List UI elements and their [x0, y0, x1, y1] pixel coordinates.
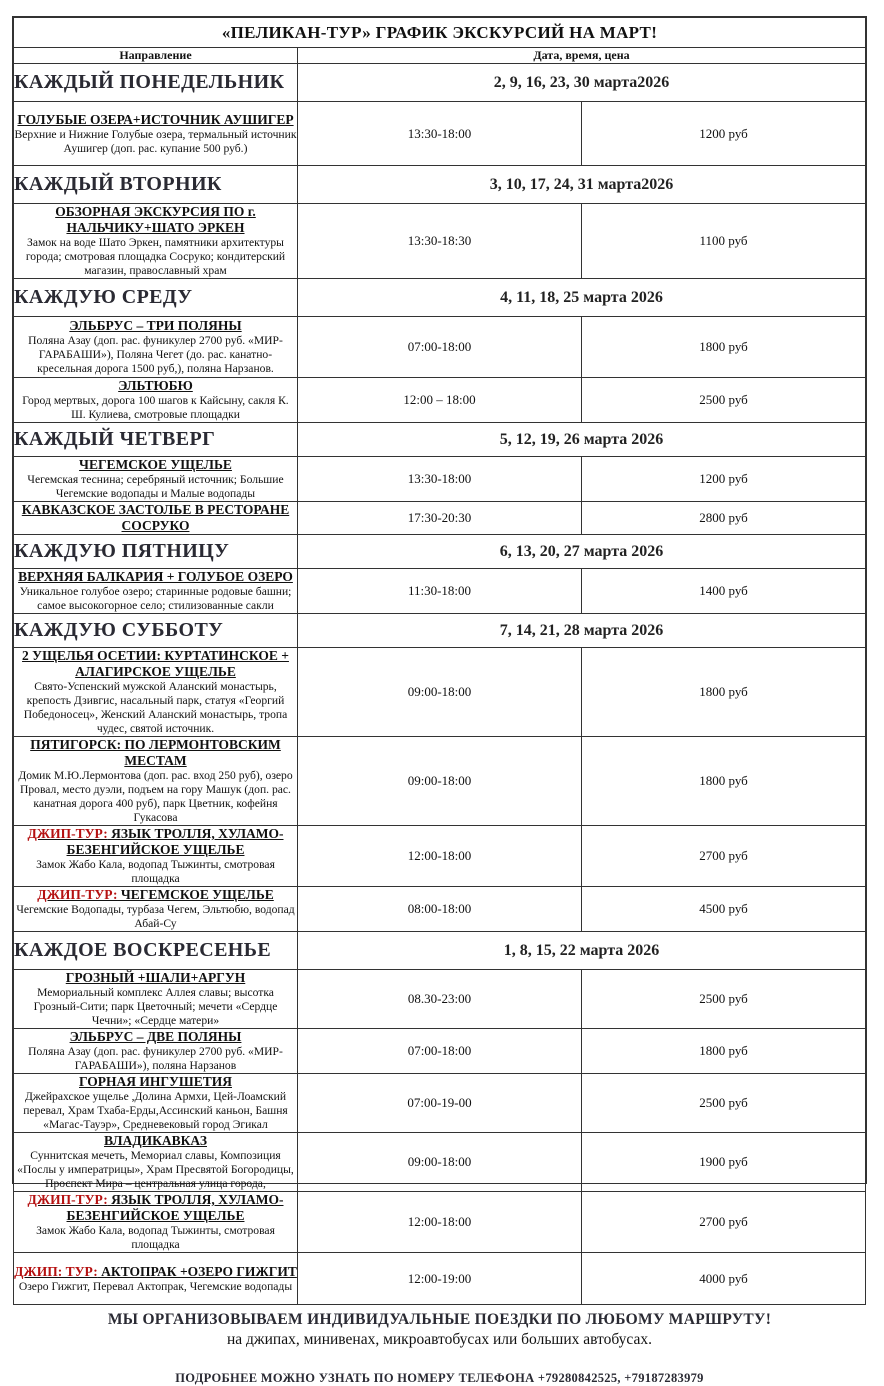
day-dates: 4, 11, 18, 25 марта 2026	[298, 279, 866, 317]
day-row	[14, 64, 866, 102]
tour-description: Чегемская теснина; серебряный источник; Большие Чегемские водопады и Малые водопады	[27, 473, 284, 500]
tour-title	[14, 502, 297, 534]
tour-title	[14, 1074, 297, 1090]
jeep-tour-label: ДЖИП-ТУР:	[27, 826, 108, 841]
tour-title	[14, 1029, 297, 1045]
day-label: КАЖДУЮ ПЯТНИЦУ	[14, 535, 298, 569]
day-dates: 1, 8, 15, 22 марта 2026	[298, 932, 866, 970]
tour-time: 07:00-19-00	[298, 1074, 582, 1133]
tour-description: Мемориальный комплекс Аллея славы; высотка Грозный-Сити; парк Цветочный; мечети «Сердце Чечни»; «Сердце матери»	[33, 986, 278, 1027]
tour-title-text: ЯЗЫК ТРОЛЛЯ, ХУЛАМО-БЕЗЕНГИЙСКОЕ УЩЕЛЬЕ	[66, 1192, 284, 1223]
tour-description: Суннитская мечеть, Мемориал славы, Композиция «Послы у императрицы», Храм Пресвятой Богородицы, Проспект Мира – центральная улица города,	[17, 1149, 294, 1190]
tour-title	[14, 970, 297, 986]
tour-direction	[14, 1133, 298, 1192]
tour-title	[14, 737, 297, 769]
tour-description: Замок Жабо Кала, водопад Тыжинты, смотровая площадка	[36, 1224, 275, 1251]
tour-price: 2800 руб	[582, 502, 866, 535]
day-row	[14, 932, 866, 970]
day-label: КАЖДУЮ СРЕДУ	[14, 279, 298, 317]
day-dates: 6, 13, 20, 27 марта 2026	[298, 535, 866, 569]
tour-description: Домик М.Ю.Лермонтова (доп. рас. вход 250 руб), озеро Провал, место дуэли, подъем на гору Машук (доп. рас. канатная дорога 400 руб), парк Цветник, кофейня Гукасова	[18, 769, 293, 824]
page-title: «ПЕЛИКАН-ТУР» ГРАФИК ЭКСКУРСИЙ НА МАРТ!	[14, 18, 866, 48]
tour-description: Чегемские Водопады, турбаза Чегем, Эльтюбю, водопад Абай-Су	[16, 903, 295, 930]
tour-time: 13:30-18:00	[298, 457, 582, 502]
day-label: КАЖДЫЙ ПОНЕДЕЛЬНИК	[14, 64, 298, 102]
tour-title-text: ОБЗОРНАЯ ЭКСКУРСИЯ ПО г. НАЛЬЧИКУ+ШАТО ЭРКЕН	[55, 204, 256, 235]
tour-title	[14, 318, 297, 334]
jeep-tour-label: ДЖИП-ТУР:	[27, 1192, 108, 1207]
tour-row	[14, 826, 866, 887]
tour-price: 1800 руб	[582, 317, 866, 378]
tour-row	[14, 569, 866, 614]
tour-price: 4500 руб	[582, 887, 866, 932]
footer-phone: ПОДРОБНЕЕ МОЖНО УЗНАТЬ ПО НОМЕРУ ТЕЛЕФОНА +79280842525, +79187283979	[175, 1371, 704, 1385]
jeep-tour-label: ДЖИП: ТУР:	[14, 1263, 98, 1279]
tour-title	[14, 887, 297, 903]
tour-row	[14, 887, 866, 932]
footer-transport: на джипах, минивенах, микроавтобусах или больших автобусах.	[226, 1331, 653, 1348]
tour-direction	[14, 502, 298, 535]
tour-direction	[14, 378, 298, 423]
tour-time: 12:00-18:00	[298, 1192, 582, 1253]
tour-time: 11:30-18:00	[298, 569, 582, 614]
title-row	[14, 18, 866, 48]
tour-title-text: ЧЕГЕМСКОЕ УЩЕЛЬЕ	[79, 457, 232, 472]
tour-description: Поляна Азау (доп. рас. фуникулер 2700 руб. «МИР-ГАРАБАШИ»), Поляна Чегет (до. рас. канатно-кресельная дорога 1500 руб,), поляна Нарзанов.	[28, 334, 283, 375]
tour-title-text: КАВКАЗСКОЕ ЗАСТОЛЬЕ В РЕСТОРАНЕ СОСРУКО	[21, 502, 290, 533]
column-header-direction: Направление	[14, 48, 298, 64]
tour-row	[14, 204, 866, 279]
tour-time: 09:00-18:00	[298, 648, 582, 737]
day-dates: 3, 10, 17, 24, 31 марта2026	[298, 166, 866, 204]
tour-title	[14, 648, 297, 680]
tour-direction	[14, 317, 298, 378]
tour-row	[14, 1074, 866, 1133]
day-row	[14, 279, 866, 317]
tour-description: Замок на воде Шато Эркен, памятники архитектуры города; смотровая площадка Сосруко; кондитерский магазин, православный храм	[25, 236, 286, 277]
tour-row	[14, 1192, 866, 1253]
tour-row	[14, 502, 866, 535]
tour-row	[14, 317, 866, 378]
tour-description: Озеро Гижгит, Перевал Актопрак, Чегемские водопады	[18, 1279, 293, 1293]
day-row	[14, 614, 866, 648]
tour-direction	[14, 569, 298, 614]
tour-time: 07:00-18:00	[298, 317, 582, 378]
day-label: КАЖДОЕ ВОСКРЕСЕНЬЕ	[14, 932, 298, 970]
tour-row	[14, 1029, 866, 1074]
tour-title	[14, 1133, 297, 1149]
tour-direction	[14, 737, 298, 826]
day-dates: 2, 9, 16, 23, 30 марта2026	[298, 64, 866, 102]
tour-time: 09:00-18:00	[298, 737, 582, 826]
tour-price: 1800 руб	[582, 737, 866, 826]
tour-title	[14, 826, 297, 858]
day-label: КАЖДЫЙ ЧЕТВЕРГ	[14, 423, 298, 457]
tour-title-text: ЭЛЬБРУС – ДВЕ ПОЛЯНЫ	[69, 1029, 242, 1044]
tour-description: Замок Жабо Кала, водопад Тыжинты, смотровая площадка	[36, 858, 275, 885]
tour-title-text: ГРОЗНЫЙ +ШАЛИ+АРГУН	[65, 970, 246, 985]
tour-price: 1400 руб	[582, 569, 866, 614]
tour-price: 1200 руб	[582, 102, 866, 166]
tour-time: 13:30-18:30	[298, 204, 582, 279]
tour-description: Город мертвых, дорога 100 шагов к Кайсыну, сакля К. Ш. Кулиева, смотровые площадки	[22, 394, 289, 421]
tour-row	[14, 737, 866, 826]
schedule-table	[13, 17, 866, 1305]
tour-title-text: ПЯТИГОРСК: ПО ЛЕРМОНТОВСКИМ МЕСТАМ	[30, 737, 281, 768]
tour-title-text: ВЛАДИКАВКАЗ	[104, 1133, 207, 1148]
tour-row	[14, 970, 866, 1029]
tour-description: Свято-Успенский мужской Аланский монастырь, крепость Дзивгис, насальный парк, статуя «Георгий Победоносец», Женский Аланский монастырь, тропа чудес, святой источник.	[23, 680, 288, 735]
tour-price: 1800 руб	[582, 1029, 866, 1074]
tour-title	[14, 1264, 297, 1280]
tour-price: 2700 руб	[582, 1192, 866, 1253]
tour-time: 12:00-18:00	[298, 826, 582, 887]
tour-row	[14, 102, 866, 166]
tour-title	[14, 112, 297, 128]
tour-title-text: ЯЗЫК ТРОЛЛЯ, ХУЛАМО-БЕЗЕНГИЙСКОЕ УЩЕЛЬЕ	[66, 826, 284, 857]
tour-price: 4000 руб	[582, 1253, 866, 1305]
tour-row	[14, 1133, 866, 1192]
tour-time: 12:00 – 18:00	[298, 378, 582, 423]
tour-description: Джейрахское ущелье ,Долина Армхи, Цей-Лоамский перевал, Храм Тхаба-Ерды,Ассинский каньон, Башня «Магас-Тауэр», Средневековый город Эгикал	[23, 1090, 288, 1131]
tour-direction	[14, 457, 298, 502]
tour-description: Поляна Азау (доп. рас. фуникулер 2700 руб. «МИР-ГАРАБАШИ»), поляна Нарзанов	[28, 1045, 283, 1072]
tour-price: 2500 руб	[582, 970, 866, 1029]
column-header-date: Дата, время, цена	[298, 48, 866, 64]
tour-title-text: ЧЕГЕМСКОЕ УЩЕЛЬЕ	[117, 887, 274, 902]
tour-price: 1200 руб	[582, 457, 866, 502]
tour-row	[14, 648, 866, 737]
tour-direction	[14, 970, 298, 1029]
tour-direction	[14, 826, 298, 887]
day-label: КАЖДЫЙ ВТОРНИК	[14, 166, 298, 204]
tour-description: Уникальное голубое озеро; старинные родовые башни; самое высокогорное село; стилизованные сакли	[19, 585, 292, 612]
tour-price: 2500 руб	[582, 1074, 866, 1133]
tour-direction	[14, 1029, 298, 1074]
day-dates: 7, 14, 21, 28 марта 2026	[298, 614, 866, 648]
footer	[13, 1311, 866, 1386]
footer-individual-trips: МЫ ОРГАНИЗОВЫВАЕМ ИНДИВИДУАЛЬНЫЕ ПОЕЗДКИ ПО ЛЮБОМУ МАРШРУТУ!	[107, 1311, 772, 1328]
tour-description: Верхние и Нижние Голубые озера, термальный источник Аушигер (доп. рас. купание 500 руб.)	[14, 127, 297, 155]
tour-title	[14, 1192, 297, 1224]
tour-title	[14, 204, 297, 236]
tour-title-text: АКТОПРАК +ОЗЕРО ГИЖГИТ	[97, 1263, 297, 1279]
day-label: КАЖДУЮ СУББОТУ	[14, 614, 298, 648]
tour-title-text: ЭЛЬБРУС – ТРИ ПОЛЯНЫ	[69, 318, 242, 333]
tour-row	[14, 1253, 866, 1305]
day-row	[14, 535, 866, 569]
tour-time: 07:00-18:00	[298, 1029, 582, 1074]
tour-direction	[14, 1253, 298, 1305]
tour-direction	[14, 887, 298, 932]
tour-title	[14, 378, 297, 394]
tour-row	[14, 457, 866, 502]
tour-title-text: ВЕРХНЯЯ БАЛКАРИЯ + ГОЛУБОЕ ОЗЕРО	[18, 569, 293, 584]
tour-title-text: ГОЛУБЫЕ ОЗЕРА+ИСТОЧНИК АУШИГЕР	[17, 111, 294, 127]
jeep-tour-label: ДЖИП-ТУР:	[37, 887, 118, 902]
tour-row	[14, 378, 866, 423]
tour-direction	[14, 1192, 298, 1253]
tour-time: 17:30-20:30	[298, 502, 582, 535]
tour-time: 09:00-18:00	[298, 1133, 582, 1192]
column-header-row	[14, 48, 866, 64]
tour-price: 1900 руб	[582, 1133, 866, 1192]
tour-price: 2700 руб	[582, 826, 866, 887]
tour-direction	[14, 1074, 298, 1133]
tour-title-text: 2 УЩЕЛЬЯ ОСЕТИИ: КУРТАТИНСКОЕ + АЛАГИРСКОЕ УЩЕЛЬЕ	[22, 648, 289, 679]
day-row	[14, 423, 866, 457]
tour-direction	[14, 204, 298, 279]
day-row	[14, 166, 866, 204]
tour-price: 1100 руб	[582, 204, 866, 279]
tour-title-text: ГОРНАЯ ИНГУШЕТИЯ	[79, 1074, 232, 1089]
tour-time: 08:00-18:00	[298, 887, 582, 932]
tour-title	[14, 457, 297, 473]
tour-time: 12:00-19:00	[298, 1253, 582, 1305]
tour-price: 2500 руб	[582, 378, 866, 423]
tour-direction	[14, 102, 298, 166]
day-dates: 5, 12, 19, 26 марта 2026	[298, 423, 866, 457]
tour-time: 13:30-18:00	[298, 102, 582, 166]
tour-time: 08.30-23:00	[298, 970, 582, 1029]
tour-price: 1800 руб	[582, 648, 866, 737]
excursion-schedule	[12, 16, 867, 1385]
tour-title	[14, 569, 297, 585]
tour-direction	[14, 648, 298, 737]
tour-title-text: ЭЛЬТЮБЮ	[118, 378, 193, 393]
